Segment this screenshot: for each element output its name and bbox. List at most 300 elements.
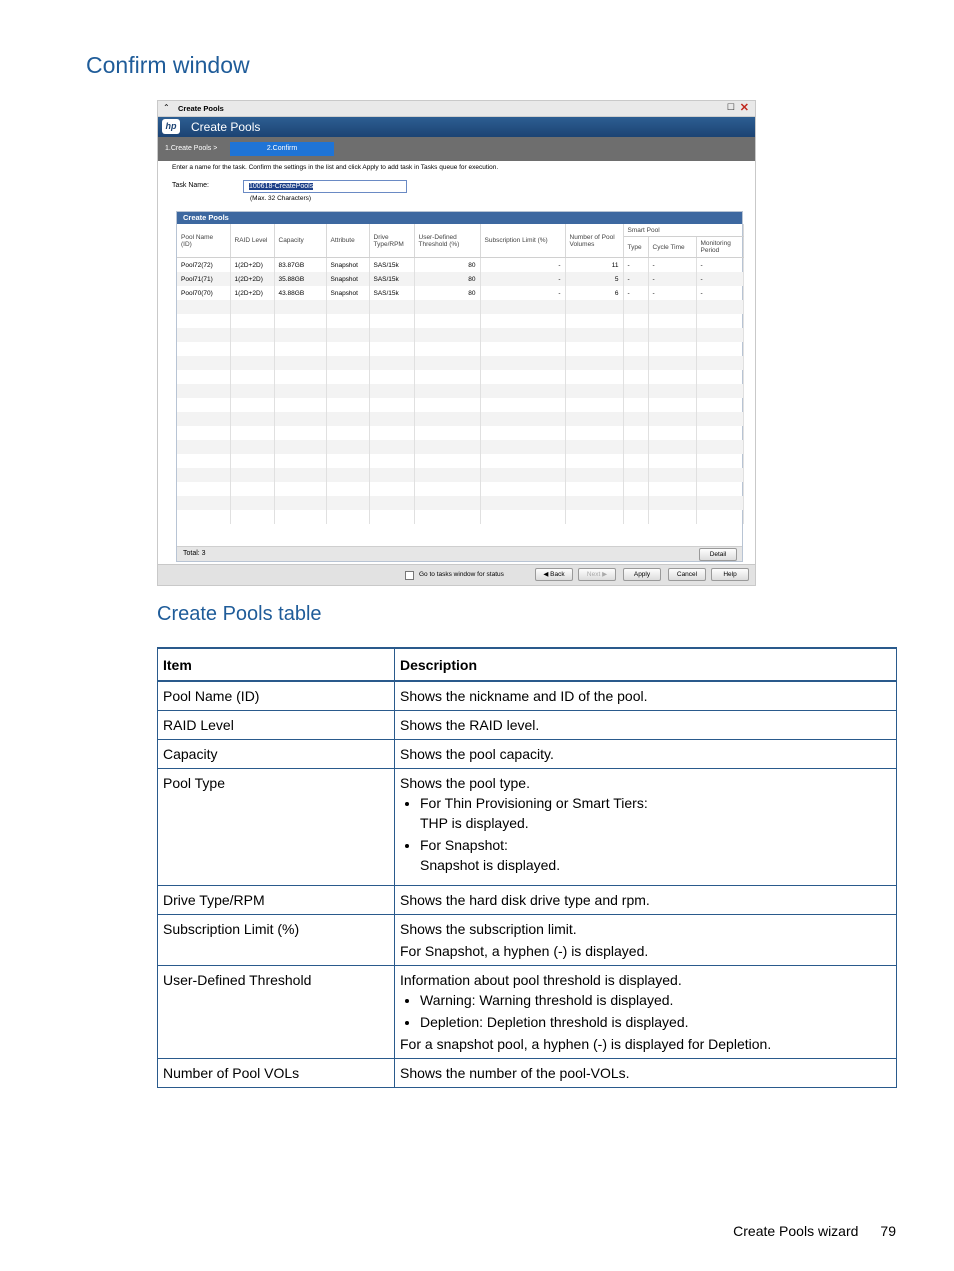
empty-cell — [696, 342, 743, 356]
item-cell: Capacity — [158, 740, 395, 769]
close-icon[interactable]: ✕ — [739, 102, 749, 114]
list-item — [420, 837, 891, 873]
description-cell: Shows the hard disk drive type and rpm. — [395, 886, 897, 915]
description-cell: Shows the nickname and ID of the pool. — [395, 681, 897, 711]
empty-cell — [230, 314, 274, 328]
description-cell: Shows the number of the pool-VOLs. — [395, 1059, 897, 1088]
cell-capacity: 83.87GB — [274, 258, 326, 273]
next-button[interactable]: Next ▶ — [578, 568, 616, 581]
empty-cell — [230, 510, 274, 524]
empty-cell — [414, 496, 480, 510]
empty-cell — [326, 468, 369, 482]
empty-cell — [480, 342, 565, 356]
description-text: Shows the subscription limit. — [400, 921, 577, 937]
empty-cell — [230, 454, 274, 468]
cell-raid-level: 1(2D+2D) — [230, 272, 274, 286]
empty-cell — [177, 384, 230, 398]
cell-monitoring-period: - — [696, 286, 743, 300]
empty-cell — [480, 356, 565, 370]
grid-row — [177, 356, 743, 370]
empty-cell — [648, 328, 696, 342]
empty-cell — [369, 342, 414, 356]
empty-cell — [648, 384, 696, 398]
item-cell: User-Defined Threshold — [158, 966, 395, 1059]
grid-row — [177, 412, 743, 426]
window-title: Create Pools — [178, 104, 224, 113]
empty-cell — [696, 300, 743, 314]
empty-cell — [414, 328, 480, 342]
empty-cell — [565, 496, 623, 510]
empty-cell — [274, 510, 326, 524]
empty-cell — [274, 482, 326, 496]
empty-cell — [177, 510, 230, 524]
empty-cell — [177, 342, 230, 356]
empty-cell — [230, 440, 274, 454]
cell-attribute: Snapshot — [326, 286, 369, 300]
empty-cell — [623, 328, 648, 342]
empty-cell — [326, 314, 369, 328]
empty-cell — [326, 398, 369, 412]
go-to-tasks-label: Go to tasks window for status — [419, 571, 504, 578]
cell-cycle-time: - — [648, 286, 696, 300]
collapse-icon[interactable]: ⌃ — [163, 103, 170, 112]
empty-cell — [648, 440, 696, 454]
empty-cell — [480, 510, 565, 524]
grid-footer — [177, 546, 742, 561]
col-raid-level[interactable]: RAID Level — [230, 224, 274, 258]
empty-cell — [230, 468, 274, 482]
empty-cell — [230, 328, 274, 342]
bullet-list — [400, 992, 891, 1030]
header-description: Description — [395, 648, 897, 681]
empty-cell — [230, 398, 274, 412]
item-cell: Pool Type — [158, 769, 395, 886]
description-cell: Shows the RAID level. — [395, 711, 897, 740]
empty-cell — [648, 342, 696, 356]
empty-cell — [177, 328, 230, 342]
empty-cell — [414, 482, 480, 496]
empty-cell — [623, 300, 648, 314]
empty-cell — [326, 426, 369, 440]
cell-subscription-limit: - — [480, 272, 565, 286]
item-cell: Subscription Limit (%) — [158, 915, 395, 966]
empty-cell — [230, 356, 274, 370]
footer-title: Create Pools wizard — [733, 1223, 859, 1239]
item-cell: Drive Type/RPM — [158, 886, 395, 915]
table-row — [158, 740, 897, 769]
grid-row — [177, 398, 743, 412]
empty-cell — [414, 440, 480, 454]
empty-cell — [565, 482, 623, 496]
empty-cell — [177, 412, 230, 426]
detail-button[interactable]: Detail — [699, 548, 737, 561]
empty-cell — [177, 496, 230, 510]
empty-cell — [369, 314, 414, 328]
page-footer — [733, 1223, 896, 1239]
apply-button[interactable]: Apply — [623, 568, 661, 581]
empty-cell — [623, 314, 648, 328]
col-number-of-volumes[interactable]: Number of Pool Volumes — [565, 224, 623, 258]
description-cell — [395, 769, 897, 886]
col-subscription-limit[interactable]: Subscription Limit (%) — [480, 224, 565, 258]
empty-cell — [414, 356, 480, 370]
empty-cell — [623, 440, 648, 454]
step-confirm: 2.Confirm — [230, 142, 334, 156]
empty-cell — [369, 300, 414, 314]
grid-row[interactable] — [177, 272, 743, 286]
empty-cell — [696, 412, 743, 426]
empty-cell — [565, 342, 623, 356]
empty-cell — [623, 370, 648, 384]
empty-cell — [274, 426, 326, 440]
cell-threshold: 80 — [414, 258, 480, 273]
grid-row — [177, 384, 743, 398]
description-cell — [395, 915, 897, 966]
empty-cell — [565, 426, 623, 440]
cell-cycle-time: - — [648, 258, 696, 273]
description-text: Information about pool threshold is displayed. — [400, 972, 682, 988]
empty-cell — [480, 440, 565, 454]
description-text: For a snapshot pool, a hyphen (-) is displayed for Depletion. — [400, 1036, 772, 1052]
empty-cell — [326, 300, 369, 314]
empty-cell — [565, 328, 623, 342]
col-cycle-time[interactable]: Cycle Time — [648, 237, 696, 258]
empty-cell — [414, 314, 480, 328]
empty-cell — [623, 426, 648, 440]
empty-cell — [326, 370, 369, 384]
empty-cell — [623, 384, 648, 398]
description-cell — [395, 966, 897, 1059]
empty-cell — [623, 356, 648, 370]
table-row — [158, 966, 897, 1059]
empty-cell — [414, 370, 480, 384]
empty-cell — [623, 398, 648, 412]
empty-cell — [326, 510, 369, 524]
empty-cell — [274, 496, 326, 510]
cell-capacity: 35.88GB — [274, 272, 326, 286]
empty-cell — [369, 510, 414, 524]
section-title: Create Pools table — [157, 603, 322, 625]
grid-row — [177, 426, 743, 440]
grid-row — [177, 510, 743, 524]
empty-cell — [480, 454, 565, 468]
empty-cell — [648, 426, 696, 440]
go-to-tasks-checkbox[interactable] — [405, 571, 414, 580]
empty-cell — [648, 412, 696, 426]
task-name-value: 100618-CreatePools — [249, 183, 314, 190]
description-text: Shows the pool type. — [400, 775, 530, 791]
empty-cell — [177, 454, 230, 468]
empty-cell — [414, 454, 480, 468]
empty-cell — [648, 454, 696, 468]
empty-cell — [230, 342, 274, 356]
step-create-pools: 1.Create Pools > — [165, 145, 218, 152]
empty-cell — [480, 328, 565, 342]
empty-cell — [177, 468, 230, 482]
cell-pool-name: Pool70(70) — [177, 286, 230, 300]
empty-cell — [230, 496, 274, 510]
grid-row — [177, 370, 743, 384]
empty-cell — [480, 314, 565, 328]
empty-cell — [274, 454, 326, 468]
empty-cell — [326, 342, 369, 356]
table-row — [158, 886, 897, 915]
max-characters-hint: (Max. 32 Characters) — [250, 195, 312, 202]
back-button[interactable]: ◀ Back — [535, 568, 573, 581]
item-cell: RAID Level — [158, 711, 395, 740]
empty-cell — [274, 440, 326, 454]
empty-cell — [480, 468, 565, 482]
table-row — [158, 769, 897, 886]
cancel-button[interactable]: Cancel — [668, 568, 706, 581]
empty-cell — [696, 468, 743, 482]
cell-pool-name: Pool72(72) — [177, 258, 230, 273]
banner-title: Create Pools — [191, 120, 261, 134]
empty-cell — [623, 342, 648, 356]
empty-cell — [480, 426, 565, 440]
empty-cell — [648, 482, 696, 496]
empty-cell — [480, 384, 565, 398]
empty-cell — [177, 370, 230, 384]
col-type[interactable]: Type — [623, 237, 648, 258]
empty-cell — [369, 426, 414, 440]
cell-attribute: Snapshot — [326, 272, 369, 286]
grid-row — [177, 468, 743, 482]
empty-cell — [565, 370, 623, 384]
empty-cell — [696, 426, 743, 440]
empty-cell — [696, 398, 743, 412]
cell-threshold: 80 — [414, 272, 480, 286]
grid-row[interactable] — [177, 258, 743, 273]
bullet-list — [400, 795, 891, 873]
empty-cell — [565, 510, 623, 524]
cell-attribute: Snapshot — [326, 258, 369, 273]
description-cell: Shows the pool capacity. — [395, 740, 897, 769]
empty-cell — [480, 370, 565, 384]
empty-cell — [565, 356, 623, 370]
col-smart-pool: Smart Pool — [623, 224, 743, 237]
empty-cell — [177, 356, 230, 370]
empty-cell — [565, 454, 623, 468]
empty-cell — [480, 398, 565, 412]
empty-cell — [274, 370, 326, 384]
col-user-threshold[interactable]: User-Defined Threshold (%) — [414, 224, 480, 258]
grid-row — [177, 496, 743, 510]
empty-cell — [565, 412, 623, 426]
empty-cell — [623, 454, 648, 468]
empty-cell — [326, 356, 369, 370]
empty-cell — [414, 300, 480, 314]
maximize-icon[interactable]: ☐ — [726, 102, 735, 112]
cell-capacity: 43.88GB — [274, 286, 326, 300]
empty-cell — [274, 412, 326, 426]
empty-cell — [414, 468, 480, 482]
empty-cell — [326, 328, 369, 342]
instruction-text: Enter a name for the task. Confirm the settings in the list and click Apply to add task in Tasks queue for execution. — [172, 164, 499, 171]
empty-cell — [648, 300, 696, 314]
empty-cell — [369, 496, 414, 510]
create-pools-window — [157, 100, 756, 586]
cell-drive-type: SAS/15k — [369, 272, 414, 286]
create-pools-description-table — [157, 647, 897, 1088]
cell-type: - — [623, 272, 648, 286]
empty-cell — [414, 510, 480, 524]
grid-title: Create Pools — [177, 212, 742, 224]
empty-cell — [480, 482, 565, 496]
list-item — [420, 795, 891, 831]
cell-type: - — [623, 258, 648, 273]
empty-cell — [565, 468, 623, 482]
cell-raid-level: 1(2D+2D) — [230, 258, 274, 273]
list-item: • Warning: Warning threshold is displayed. — [420, 992, 891, 1008]
create-pools-grid — [176, 211, 743, 562]
empty-cell — [326, 440, 369, 454]
grid-row — [177, 300, 743, 314]
empty-cell — [696, 370, 743, 384]
item-cell: Pool Name (ID) — [158, 681, 395, 711]
cell-threshold: 80 — [414, 286, 480, 300]
hp-logo: hp — [162, 119, 180, 134]
item-cell: Number of Pool VOLs — [158, 1059, 395, 1088]
cell-monitoring-period: - — [696, 272, 743, 286]
empty-cell — [326, 496, 369, 510]
empty-cell — [369, 482, 414, 496]
description-text: For Snapshot, a hyphen (-) is displayed. — [400, 943, 649, 959]
empty-cell — [480, 496, 565, 510]
empty-cell — [696, 496, 743, 510]
empty-cell — [230, 300, 274, 314]
empty-cell — [696, 440, 743, 454]
empty-cell — [274, 342, 326, 356]
empty-cell — [623, 412, 648, 426]
empty-cell — [369, 384, 414, 398]
empty-cell — [565, 314, 623, 328]
empty-cell — [696, 328, 743, 342]
empty-cell — [274, 356, 326, 370]
empty-cell — [177, 440, 230, 454]
grid-row — [177, 440, 743, 454]
cell-subscription-limit: - — [480, 258, 565, 273]
empty-cell — [696, 314, 743, 328]
page-title: Confirm window — [86, 52, 250, 78]
empty-cell — [369, 370, 414, 384]
col-attribute[interactable]: Attribute — [326, 224, 369, 258]
empty-cell — [274, 300, 326, 314]
empty-cell — [230, 370, 274, 384]
task-name-label: Task Name: — [172, 182, 209, 189]
cell-subscription-limit: - — [480, 286, 565, 300]
empty-cell — [414, 384, 480, 398]
table-row — [158, 681, 897, 711]
empty-cell — [274, 468, 326, 482]
empty-cell — [565, 300, 623, 314]
cell-monitoring-period: - — [696, 258, 743, 273]
empty-cell — [565, 440, 623, 454]
empty-cell — [565, 384, 623, 398]
empty-cell — [369, 356, 414, 370]
grid-row — [177, 328, 743, 342]
cell-raid-level: 1(2D+2D) — [230, 286, 274, 300]
task-name-input[interactable] — [243, 180, 407, 193]
wizard-steps — [158, 137, 755, 161]
table-row — [158, 711, 897, 740]
help-button[interactable]: Help — [711, 568, 749, 581]
cell-cycle-time: - — [648, 272, 696, 286]
table-row — [158, 1059, 897, 1088]
empty-cell — [696, 356, 743, 370]
grid-row — [177, 342, 743, 356]
empty-cell — [414, 342, 480, 356]
empty-cell — [177, 482, 230, 496]
list-item: • Depletion: Depletion threshold is displayed. — [420, 1014, 891, 1030]
empty-cell — [274, 314, 326, 328]
empty-cell — [648, 468, 696, 482]
empty-cell — [230, 412, 274, 426]
col-monitoring-period[interactable]: Monitoring Period — [696, 237, 743, 258]
header-item: Item — [158, 648, 395, 681]
cell-drive-type: SAS/15k — [369, 286, 414, 300]
bullet-subtext: Snapshot is displayed. — [420, 857, 561, 873]
table-row — [158, 915, 897, 966]
empty-cell — [414, 412, 480, 426]
empty-cell — [326, 454, 369, 468]
empty-cell — [177, 300, 230, 314]
page-number: 79 — [880, 1223, 896, 1239]
col-drive-type[interactable]: Drive Type/RPM — [369, 224, 414, 258]
empty-cell — [230, 482, 274, 496]
grid-row — [177, 482, 743, 496]
empty-cell — [623, 468, 648, 482]
empty-cell — [230, 384, 274, 398]
bullet-text: For Thin Provisioning or Smart Tiers: — [420, 795, 648, 811]
col-pool-name[interactable]: Pool Name (ID) — [177, 224, 230, 258]
empty-cell — [696, 454, 743, 468]
empty-cell — [230, 426, 274, 440]
wizard-banner — [158, 117, 755, 137]
grid-row[interactable] — [177, 286, 743, 300]
cell-volume-count: 5 — [565, 272, 623, 286]
bullet-text: For Snapshot: — [420, 837, 508, 853]
cell-volume-count: 11 — [565, 258, 623, 273]
empty-cell — [369, 412, 414, 426]
empty-cell — [369, 440, 414, 454]
empty-cell — [274, 384, 326, 398]
empty-cell — [696, 510, 743, 524]
grid-row — [177, 314, 743, 328]
empty-cell — [623, 496, 648, 510]
empty-cell — [414, 398, 480, 412]
empty-cell — [274, 398, 326, 412]
grid-row — [177, 454, 743, 468]
empty-cell — [480, 412, 565, 426]
bullet-subtext: THP is displayed. — [420, 815, 529, 831]
empty-cell — [696, 482, 743, 496]
empty-cell — [414, 426, 480, 440]
empty-cell — [369, 468, 414, 482]
empty-cell — [648, 314, 696, 328]
cell-drive-type: SAS/15k — [369, 258, 414, 273]
cell-pool-name: Pool71(71) — [177, 272, 230, 286]
cell-type: - — [623, 286, 648, 300]
empty-cell — [648, 356, 696, 370]
empty-cell — [623, 510, 648, 524]
empty-cell — [177, 426, 230, 440]
empty-cell — [648, 398, 696, 412]
col-capacity[interactable]: Capacity — [274, 224, 326, 258]
empty-cell — [326, 412, 369, 426]
empty-cell — [326, 482, 369, 496]
empty-cell — [480, 300, 565, 314]
